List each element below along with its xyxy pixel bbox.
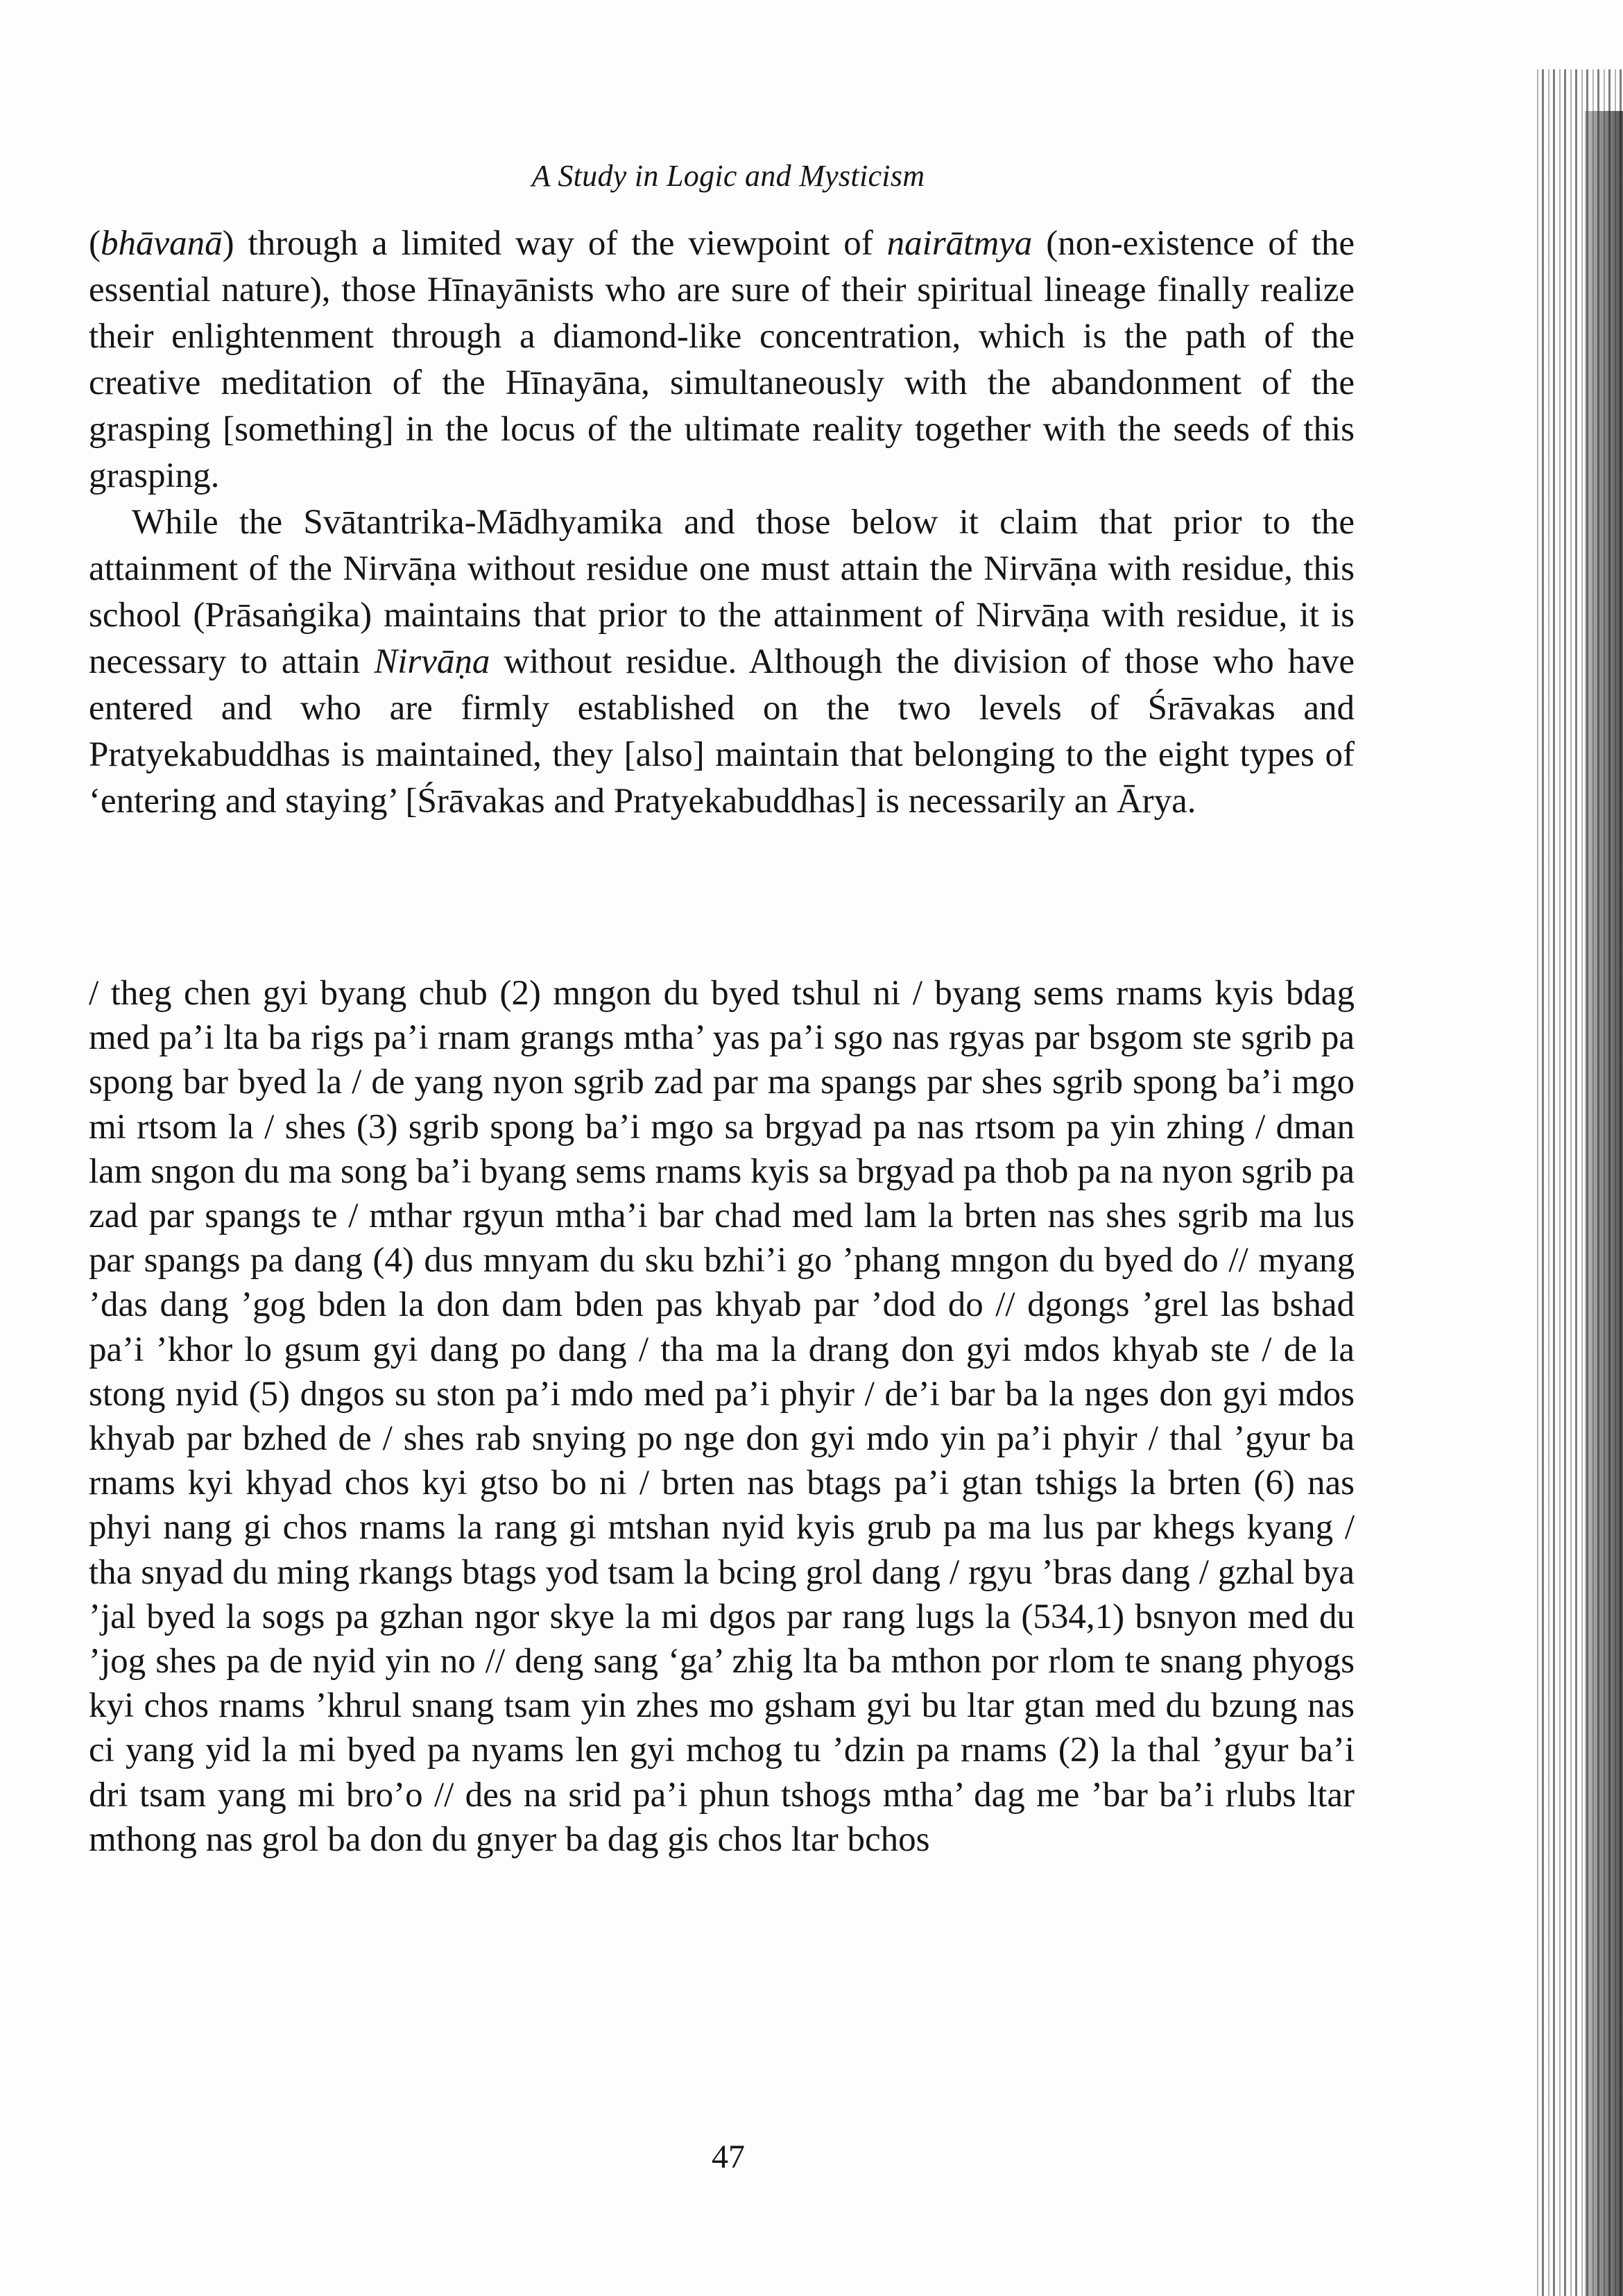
binding-edge: [1533, 69, 1623, 2296]
text-run: (non-existence of the essential nature), those Hīnayānists who are sure of their spiritual lineage finally realize their enlightenment through a diamond-like concentration, which is the path of the creative meditation of the Hīnayāna, simultaneously with the abandonment of the grasping [something] in the locus of the ultimate reality together with the seeds of this grasping.: [89, 224, 1355, 495]
italic-term: nairātmya: [886, 224, 1033, 263]
text-run: While the Svātantrika-Mādhyamika and those below it claim that prior to the attainment of the Nirvāṇa without residue one must attain the Nirvāṇa with residue, this school (Prāsaṅgika) maintains that prior to the attainment of Nirvāṇa with residue, it is necessary to attain: [89, 503, 1355, 681]
italic-term: bhāvanā: [100, 224, 223, 263]
italic-term: Nirvāṇa: [374, 642, 490, 681]
paragraph: / theg chen gyi byang chub (2) mngon du byed tshul ni / byang sems rnams kyis bdag med pa’i lta ba rigs pa’i rnam grangs mtha’ yas pa’i sgo nas rgyas par bsgom ste sgrib pa spong bar byed la / de yang nyon sgrib zad par ma spangs par shes sgrib spong ba’i mgo mi rtsom la / shes (3) sgrib spong ba’i mgo sa brgyad pa nas rtsom pa yin zhing / dman lam sngon du ma song ba’i byang sems rnams kyis sa brgyad pa thob pa na nyon sgrib pa zad par spangs te / mthar rgyun mtha’i bar chad med lam la brten nas shes sgrib ma lus par spangs pa dang (4) dus mnyam du sku bzhi’i go ’phang mngon du byed do // myang ’das dang ’gog bden la don dam bden pas khyab par ’dod do // dgongs ’grel las bshad pa’i ’khor lo gsum gyi dang po dang / tha ma la drang don gyi mdos khyab ste / de la stong nyid (5) dngos su ston pa’i mdo med pa’i phyir / de’i bar ba la nges don gyi mdos khyab par bzhed de / shes rab snying po nge don gyi mdo yin pa’i phyir / thal ’gyur ba rnams kyi khyad chos kyi gtso bo ni / brten nas btags pa’i gtan tshigs la brten (6) nas phyi nang gi chos rnams la rang gi mtshan nyid kyis grub pa ma lus par khegs kyang / tha snyad du ming rkangs btags yod tsam la bcing grol dang / rgyu ’bras dang / gzhal bya ’jal byed la sogs pa gzhan ngor skye la mi dgos par rang lugs la (534,1) bsnyon med du ’jog shes pa de nyid yin no // deng sang ‘ga’ zhig lta ba mthon por rlom te snang phyogs kyi chos rnams ’khrul snang tsam yin zhes mo gsham gyi bu ltar gtan med du bzung nas ci yang yid la mi byed pa nyams len gyi mchog tu ’dzin pa rnams (2) la thal ’gyur ba’i dri tsam yang mi bro’o // des na srid pa’i phun tshogs mtha’ dag me ’bar ba’i rlubs ltar mthong nas grol ba don du gnyer ba dag gis chos ltar bchos: [89, 974, 1355, 1859]
text-run: through a limited way of the viewpoint of: [234, 224, 887, 263]
paragraph: [89, 499, 1355, 825]
paragraph: (bhāvanā) through a limited way of the viewpoint of nairātmya (non-existence of the essential nature), those Hīnayānists who are sure of their spiritual lineage finally realize their enlightenment through a diamond-like concentration, which is the path of the creative meditation of the Hīnayāna, simultaneously with the abandonment of the grasping [something] in the locus of the ultimate reality together with the seeds of this grasping.: [89, 224, 1355, 495]
page-number: 47: [712, 2139, 745, 2175]
tibetan-transliteration: [89, 971, 1355, 1862]
text-run: without residue. Although the division of those who have entered and who are firmly established on the two levels of Śrāvakas and Pratyekabuddhas is maintained, they [also] maintain that belonging to the eight types of ‘entering and staying’ [Śrāvakas and Pratyekabuddhas] is necessarily an Ārya.: [89, 642, 1355, 821]
running-head: A Study in Logic and Mysticism: [531, 159, 925, 193]
english-translation: [89, 221, 1355, 825]
